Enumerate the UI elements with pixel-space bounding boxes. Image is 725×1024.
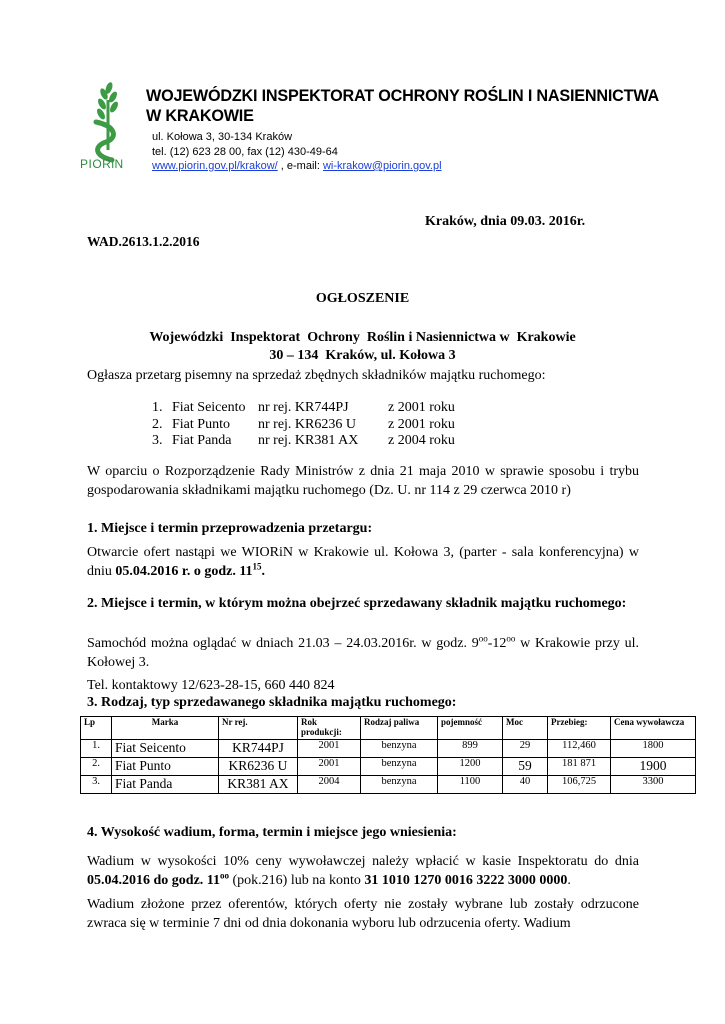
section4-text: Wadium w wysokości 10% ceny wywoławczej należy wpłacić w kasie Inspektoratu do dnia 05.04.2016 do godz. $11^{oo}$ (pok.216) lub na konto 31 1010 1270 0016 3222 3000 0000. — [87, 854, 639, 888]
table-header-row: Lp Marka Nr rej. Rok produkcji: Rodzaj paliwa pojemność Moc Przebieg: Cena wywoławcza — [81, 717, 696, 740]
section2-text: Samochód można oglądać w dniach 21.03 – 24.03.2016r. w godz. $9^{oo}-12^{oo}$ w Krakowie przy ul. Kołowej 3. — [87, 633, 640, 670]
page-title: OGŁOSZENIE — [315, 291, 410, 306]
contact-phone: Tel. kontaktowy 12/623-28-15, 660 440 824 — [87, 678, 335, 693]
vehicle-list — [152, 400, 482, 450]
table-row: 3. Fiat Panda KR381 AX 2004 benzyna 1100 40 106,725 3300 — [81, 776, 696, 794]
announcement-text: Ogłasza przetarg pisemny na sprzedaż zbędnych składników majątku ruchomego: — [87, 368, 546, 383]
table-row: 2. Fiat Punto KR6236 U 2001 benzyna 1200 59 181 871 1900 — [81, 758, 696, 776]
list-item: 3. Fiat Panda nr rej. KR381 AX z 2004 roku — [152, 433, 455, 448]
vehicles-table — [80, 716, 696, 794]
contact-block: ul. Kołowa 3, 30-134 Kraków tel. (12) 623 28 00, fax (12) 430-49-64 www.piorin.gov.pl/krakow/ , e-mail: wi-krakow@piorin.gov.pl — [152, 131, 442, 172]
section3-heading: 3. Rodzaj, typ sprzedawanego składnika majątku ruchomego: — [87, 695, 457, 710]
phone: tel. (12) 623 28 00, fax (12) 430-49-64 — [152, 145, 338, 158]
list-item: 2. Fiat Punto nr rej. KR6236 U z 2001 roku — [152, 416, 455, 432]
section4-text2: Wadium złożone przez oferentów, których oferty nie zostały wybrane lub zostały odrzucone zwraca się w terminie 7 dni od dnia dokonania wyboru lub odrzucenia oferty. Wadium — [87, 897, 639, 931]
table-row: 1. Fiat Seicento KR744PJ 2001 benzyna 899 29 112,460 1800 — [81, 740, 696, 758]
document-date: Kraków, dnia 09.03. 2016r. — [425, 214, 586, 229]
institution-line1: Wojewódzki Inspektorat Ochrony Roślin i Nasiennictwa w Krakowie — [149, 330, 576, 345]
email-link[interactable]: wi-krakow@piorin.gov.pl — [322, 160, 442, 172]
logo-wordmark: PIORiN — [80, 157, 124, 171]
institution-line2: 30 – 134 Kraków, ul. Kołowa 3 — [269, 348, 456, 363]
reference-number: WAD.2613.1.2.2016 — [87, 234, 200, 249]
section2-heading: 2. Miejsce i termin, w którym można obejrzeć sprzedawany składnik majątku ruchomego: — [87, 596, 627, 611]
website-link[interactable]: www.piorin.gov.pl/krakow/ — [152, 160, 278, 172]
list-item: 1. Fiat Seicento nr rej. KR744PJ z 2001 roku — [152, 400, 455, 415]
legal-basis: W oparciu o Rozporządzenie Rady Ministrów z dnia 21 maja 2010 w sprawie sposobu i trybu gospodarowania składnikami majątku ruchomego (Dz. U. nr 114 z 29 czerwca 2010 r) — [87, 464, 639, 498]
section1-heading: 1. Miejsce i termin przeprowadzenia przetargu: — [87, 521, 373, 536]
section4-heading: 4. Wysokość wadium, forma, termin i miejsce jego wniesienia: — [87, 825, 457, 840]
organization-name: WOJEWÓDZKI INSPEKTORAT OCHRONY ROŚLIN I NASIENNICTWA W KRAKOWIE — [146, 87, 660, 125]
section1-text: Otwarcie ofert nastąpi we WIORiN w Krakowie ul. Kołowa 3, (parter - sala konferencyjna) w dniu 05.04.2016 r. o godz. $11^{15}$. — [87, 545, 639, 579]
address: ul. Kołowa 3, 30-134 Kraków — [152, 131, 293, 143]
